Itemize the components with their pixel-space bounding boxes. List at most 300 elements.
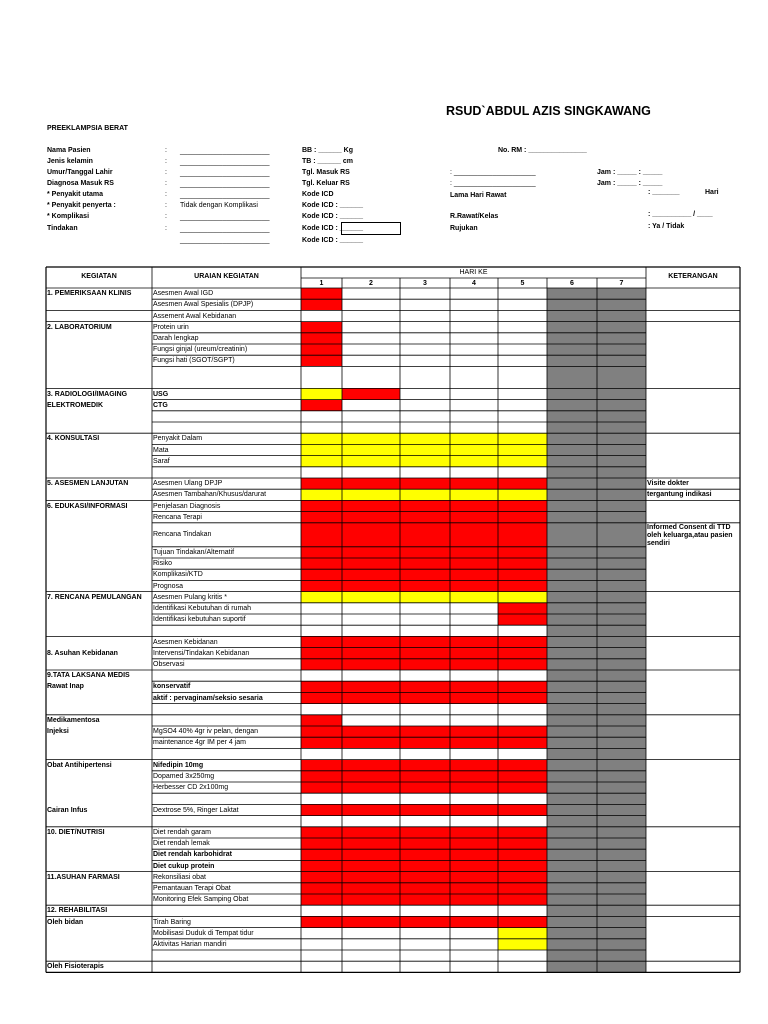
info-blank-line: _______________________: [180, 159, 270, 166]
day-cell-red: [498, 771, 547, 782]
day-cell-red: [498, 916, 547, 927]
day-cell-red: [301, 715, 342, 726]
day-cell-red: [342, 916, 400, 927]
info-colon: :: [165, 180, 167, 187]
day-6-7-gray-block: [547, 288, 646, 972]
day-cell-yellow: [301, 592, 342, 603]
day-cell-red: [450, 648, 498, 659]
day-cell-red: [400, 569, 450, 580]
day-cell-red: [400, 648, 450, 659]
day-cell-red: [450, 804, 498, 815]
mid-field: Tgl. Keluar RS: [302, 180, 350, 187]
day-cell-yellow: [301, 456, 342, 467]
day-cell-yellow: [400, 456, 450, 467]
uraian-label: Asesmen Kebidanan: [153, 638, 218, 646]
day-cell-red: [342, 636, 400, 647]
mid-field: Kode ICD: [302, 191, 334, 198]
kegiatan-label: 8. Asuhan Kebidanan: [47, 649, 118, 657]
kegiatan-label: Rawat Inap: [47, 683, 84, 691]
kegiatan-label: Injeksi: [47, 728, 69, 736]
day-cell-red: [498, 569, 547, 580]
day-cell-red: [342, 478, 400, 489]
day-cell-red: [301, 558, 342, 569]
day-cell-red: [301, 512, 342, 523]
info-label: Tindakan: [47, 225, 78, 232]
info-colon: :: [165, 191, 167, 198]
rawat-kelas-label: R.Rawat/Kelas: [450, 213, 499, 220]
lama-hari-rawat-label: Lama Hari Rawat: [450, 192, 507, 199]
info-blank-line: _______________________: [180, 237, 270, 244]
day-cell-red: [400, 636, 450, 647]
day-cell-red: [342, 681, 400, 692]
day-cell-red: [450, 771, 498, 782]
day-cell-red: [498, 782, 547, 793]
header-day-number: 2: [369, 280, 373, 287]
uraian-label: Tujuan Tindakan/Alternatif: [153, 548, 235, 556]
hari-label: Hari: [705, 189, 719, 196]
day-cell-red: [301, 737, 342, 748]
day-cell-yellow: [498, 444, 547, 455]
kegiatan-label: 11.ASUHAN FARMASI: [47, 873, 120, 881]
uraian-label: Penyakit Dalam: [153, 435, 203, 443]
uraian-label: Diet cukup protein: [153, 862, 215, 870]
info-blank-line: _______________________: [180, 170, 270, 177]
kegiatan-label: Oleh bidan: [47, 918, 84, 926]
info-label: * Penyakit penyerta :: [47, 202, 116, 209]
uraian-label: Asesmen Pulang kritis *: [153, 593, 227, 601]
info-label: Jenis kelamin: [47, 158, 93, 165]
day-cell-red: [400, 827, 450, 838]
uraian-label: Komplikasi/KTD: [153, 571, 203, 579]
day-cell-red: [301, 355, 342, 366]
day-cell-red: [301, 648, 342, 659]
day-cell-red: [301, 636, 342, 647]
kegiatan-label: 7. RENCANA PEMULANGAN: [47, 593, 142, 601]
header-day-number: 6: [570, 280, 574, 287]
day-cell-red: [498, 659, 547, 670]
day-cell-yellow: [498, 433, 547, 444]
uraian-label: Monitoring Efek Samping Obat: [153, 896, 249, 904]
uraian-label: Diet rendah karbohidrat: [153, 851, 232, 859]
header-uraian: URAIAN KEGIATAN: [194, 273, 259, 280]
day-cell-yellow: [450, 456, 498, 467]
day-cell-red: [342, 569, 400, 580]
day-cell-red: [400, 916, 450, 927]
day-cell-yellow: [400, 444, 450, 455]
day-cell-red: [301, 569, 342, 580]
day-cell-red: [342, 659, 400, 670]
info-blank-line: _______________________: [180, 192, 270, 199]
uraian-label: Rekonsiliasi obat: [153, 873, 206, 881]
uraian-label: Diet rendah garam: [153, 828, 211, 836]
uraian-label: Asesmen Awal IGD: [153, 290, 214, 298]
uraian-label: Nifedipin 10mg: [153, 761, 204, 769]
day-cell-red: [342, 804, 400, 815]
day-cell-red: [342, 782, 400, 793]
uraian-label: Identifikasi kebutuhan suportif: [153, 616, 246, 624]
day-cell-red: [400, 760, 450, 771]
day-cell-red: [301, 860, 342, 871]
uraian-label: Identifikasi Kebutuhan di rumah: [153, 604, 252, 612]
uraian-label: Saraf: [153, 457, 170, 465]
day-cell-red: [342, 388, 400, 399]
kegiatan-label: Medikamentosa: [47, 716, 100, 724]
day-cell-red: [498, 726, 547, 737]
day-cell-red: [450, 849, 498, 860]
day-cell-red: [498, 760, 547, 771]
info-colon: :: [165, 158, 167, 165]
day-cell-red: [498, 849, 547, 860]
day-cell-yellow: [450, 433, 498, 444]
day-cell-red: [450, 827, 498, 838]
day-cell-red: [342, 827, 400, 838]
kegiatan-label: 3. RADIOLOGI/IMAGING: [47, 390, 128, 398]
day-cell-red: [450, 636, 498, 647]
info-label: * Penyakit utama: [47, 191, 104, 198]
mid-field: Kode ICD : ______: [302, 202, 364, 209]
day-cell-red: [301, 333, 342, 344]
day-cell-red: [301, 782, 342, 793]
day-cell-yellow: [342, 489, 400, 500]
mid-field: Kode ICD : ______: [302, 213, 364, 220]
kegiatan-label: 9.TATA LAKSANA MEDIS: [47, 672, 130, 680]
day-cell-yellow: [301, 388, 342, 399]
day-cell-red: [301, 478, 342, 489]
mid-field: Kode ICD : ______: [302, 237, 364, 244]
day-cell-red: [450, 916, 498, 927]
day-cell-red: [301, 760, 342, 771]
day-cell-red: [301, 692, 342, 703]
day-cell-red: [342, 580, 400, 591]
info-label: Diagnosa Masuk RS: [47, 180, 114, 187]
day-cell-red: [301, 322, 342, 333]
mid-field: Kode ICD : ______: [302, 225, 364, 232]
day-cell-yellow: [301, 489, 342, 500]
day-cell-red: [301, 827, 342, 838]
day-cell-red: [498, 827, 547, 838]
day-cell-red: [450, 580, 498, 591]
uraian-label: Diet rendah lemak: [153, 840, 210, 848]
day-cell-red: [498, 872, 547, 883]
mid-field: TB : ______ cm: [302, 158, 353, 165]
uraian-label: MgSO4 40% 4gr iv pelan, dengan: [153, 728, 259, 736]
jam-masuk: Jam : _____ : _____: [597, 169, 663, 176]
uraian-label: Fungsi hati (SGOT/SGPT): [153, 357, 235, 365]
day-cell-red: [301, 894, 342, 905]
day-cell-red: [301, 659, 342, 670]
day-cell-red: [301, 580, 342, 591]
info-colon: :: [165, 147, 167, 154]
day-cell-yellow: [450, 592, 498, 603]
uraian-label: Mata: [153, 446, 169, 454]
day-cell-red: [450, 860, 498, 871]
day-cell-red: [342, 838, 400, 849]
keterangan-note: Visite dokter: [647, 480, 689, 488]
kegiatan-label: Oleh Fisioterapis: [47, 963, 104, 971]
day-cell-red: [301, 547, 342, 558]
info-colon: :: [165, 225, 167, 232]
info-blank-line: _______________________: [180, 181, 270, 188]
day-cell-yellow: [400, 592, 450, 603]
rawat-kelas-value: : __________ / ____: [648, 211, 713, 218]
info-blank-line: _______________________: [180, 214, 270, 221]
day-cell-red: [498, 737, 547, 748]
day-cell-yellow: [342, 444, 400, 455]
day-cell-red: [498, 523, 547, 547]
header-day-number: 1: [319, 280, 324, 287]
day-cell-yellow: [498, 489, 547, 500]
day-cell-red: [498, 512, 547, 523]
day-cell-red: [301, 523, 342, 547]
day-cell-red: [450, 478, 498, 489]
header-day-number: 7: [619, 280, 624, 287]
header-hari-ke: HARI KE: [459, 269, 488, 276]
day-cell-red: [400, 512, 450, 523]
kegiatan-label: 1. PEMERIKSAAN KLINIS: [47, 290, 132, 298]
day-cell-red: [400, 872, 450, 883]
header-day-number: 5: [520, 280, 525, 287]
day-cell-red: [342, 726, 400, 737]
day-cell-red: [400, 681, 450, 692]
day-cell-red: [342, 512, 400, 523]
day-cell-red: [450, 500, 498, 511]
day-cell-red: [498, 860, 547, 871]
day-cell-red: [450, 726, 498, 737]
day-cell-red: [450, 838, 498, 849]
day-cell-yellow: [450, 489, 498, 500]
day-cell-red: [498, 692, 547, 703]
day-cell-red: [498, 478, 547, 489]
day-cell-red: [498, 838, 547, 849]
uraian-label: maintenance 4gr IM per 4 jam: [153, 739, 246, 747]
tgl-masuk-value: : _____________________: [450, 169, 536, 176]
day-cell-red: [400, 782, 450, 793]
day-cell-red: [342, 894, 400, 905]
tgl-keluar-value: : _____________________: [450, 180, 536, 187]
no-rm: No. RM : _______________: [498, 147, 587, 154]
day-cell-red: [342, 737, 400, 748]
uraian-label: konservatif: [153, 683, 191, 691]
day-cell-red: [301, 400, 342, 411]
day-cell-red: [400, 804, 450, 815]
day-cell-yellow: [498, 592, 547, 603]
day-cell-red: [498, 681, 547, 692]
day-cell-red: [342, 692, 400, 703]
day-cell-red: [450, 681, 498, 692]
uraian-label: Asesmen Tambahan/Khusus/darurat: [153, 491, 267, 499]
day-cell-red: [400, 771, 450, 782]
day-cell-yellow: [342, 433, 400, 444]
day-cell-red: [400, 523, 450, 547]
info-blank-line: _______________________: [180, 226, 270, 233]
day-cell-red: [301, 681, 342, 692]
keterangan-note: Informed Consent di TTD oleh keluarga,atau pasien sendiri: [647, 523, 733, 547]
uraian-label: Rencana Tindakan: [153, 531, 212, 539]
info-colon: :: [165, 213, 167, 220]
rujukan-value: : Ya / Tidak: [648, 223, 685, 230]
day-cell-red: [342, 883, 400, 894]
day-cell-red: [450, 547, 498, 558]
day-cell-red: [342, 523, 400, 547]
day-cell-red: [450, 692, 498, 703]
uraian-label: Mobilisasi Duduk di Tempat tidur: [153, 929, 254, 937]
day-cell-red: [342, 648, 400, 659]
uraian-label: Prognosa: [153, 582, 183, 590]
uraian-label: Intervensi/Tindakan Kebidanan: [153, 649, 250, 657]
day-cell-red: [400, 478, 450, 489]
day-cell-red: [450, 782, 498, 793]
uraian-label: Herbesser CD 2x100mg: [153, 784, 229, 792]
info-blank-line: _______________________: [180, 148, 270, 155]
day-cell-red: [342, 771, 400, 782]
day-cell-red: [450, 512, 498, 523]
header-keterangan: KETERANGAN: [668, 273, 718, 280]
day-cell-red: [400, 860, 450, 871]
uraian-label: Fungsi ginjal (ureum/creatinin): [153, 346, 248, 354]
kegiatan-label: 12. REHABILITASI: [47, 907, 108, 915]
kegiatan-label: 2. LABORATORIUM: [47, 323, 112, 331]
header-day-number: 3: [423, 280, 427, 287]
day-cell-red: [498, 603, 547, 614]
day-cell-yellow: [342, 456, 400, 467]
day-cell-red: [450, 523, 498, 547]
uraian-label: Tirah Baring: [153, 918, 191, 926]
rujukan-label: Rujukan: [450, 225, 478, 232]
lama-hari-rawat-value: : _______: [648, 189, 680, 196]
form-title: PREEKLAMPSIA BERAT: [47, 125, 128, 132]
day-cell-red: [400, 726, 450, 737]
info-colon: :: [165, 169, 167, 176]
day-cell-red: [400, 894, 450, 905]
day-cell-yellow: [400, 489, 450, 500]
info-label: * Komplikasi: [47, 213, 90, 220]
day-cell-red: [342, 860, 400, 871]
uraian-label: USG: [153, 390, 169, 398]
uraian-label: Observasi: [153, 660, 185, 668]
day-cell-red: [498, 500, 547, 511]
penyerta-value: Tidak dengan Komplikasi: [180, 202, 258, 209]
uraian-label: CTG: [153, 401, 168, 409]
day-cell-red: [450, 883, 498, 894]
day-cell-red: [450, 558, 498, 569]
kegiatan-label: 4. KONSULTASI: [47, 435, 100, 443]
kegiatan-label: Cairan Infus: [47, 806, 88, 814]
day-cell-red: [301, 726, 342, 737]
day-cell-red: [400, 547, 450, 558]
uraian-label: Protein urin: [153, 323, 189, 331]
mid-field: Tgl. Masuk RS: [302, 169, 350, 176]
day-cell-red: [400, 500, 450, 511]
info-label: Umur/Tanggal Lahir: [47, 169, 113, 176]
day-cell-red: [498, 580, 547, 591]
kegiatan-label: ELEKTROMEDIK: [47, 401, 103, 409]
day-cell-red: [450, 569, 498, 580]
hospital-title: RSUD`ABDUL AZIS SINGKAWANG: [446, 104, 651, 118]
mid-field: BB : ______ Kg: [302, 147, 353, 154]
day-cell-red: [301, 288, 342, 299]
day-cell-red: [498, 894, 547, 905]
uraian-label: Pemantauan Terapi Obat: [153, 884, 231, 892]
day-cell-red: [400, 737, 450, 748]
day-cell-red: [301, 299, 342, 310]
day-cell-red: [301, 771, 342, 782]
day-cell-yellow: [400, 433, 450, 444]
day-cell-red: [400, 659, 450, 670]
day-cell-red: [342, 849, 400, 860]
header-day-number: 4: [472, 280, 476, 287]
uraian-label: Penjelasan Diagnosis: [153, 502, 221, 510]
kegiatan-label: 10. DIET/NUTRISI: [47, 828, 105, 836]
kegiatan-label: 5. ASESMEN LANJUTAN: [47, 480, 129, 488]
day-cell-red: [498, 547, 547, 558]
uraian-label: Dopamed 3x250mg: [153, 772, 215, 780]
day-cell-yellow: [450, 444, 498, 455]
day-cell-red: [301, 849, 342, 860]
uraian-label: aktif : pervaginam/seksio sesaria: [153, 694, 263, 702]
day-cell-red: [342, 500, 400, 511]
day-cell-yellow: [342, 592, 400, 603]
day-cell-red: [342, 547, 400, 558]
day-cell-red: [342, 872, 400, 883]
day-cell-red: [400, 558, 450, 569]
uraian-label: Rencana Terapi: [153, 513, 202, 521]
day-cell-yellow: [301, 433, 342, 444]
uraian-label: Darah lengkap: [153, 334, 199, 342]
uraian-label: Dextrose 5%, Ringer Laktat: [153, 806, 239, 814]
day-cell-red: [498, 558, 547, 569]
uraian-label: Assement Awal Kebidanan: [153, 312, 237, 320]
jam-keluar: Jam : _____ : _____: [597, 180, 663, 187]
day-cell-red: [450, 894, 498, 905]
day-cell-red: [400, 849, 450, 860]
info-label: Nama Pasien: [47, 147, 91, 154]
day-cell-red: [498, 804, 547, 815]
info-colon: :: [165, 202, 167, 209]
day-cell-red: [400, 838, 450, 849]
day-cell-yellow: [498, 939, 547, 950]
day-cell-red: [342, 760, 400, 771]
day-cell-red: [498, 636, 547, 647]
day-cell-red: [301, 838, 342, 849]
day-cell-yellow: [498, 928, 547, 939]
uraian-label: Asesmen Ulang DPJP: [153, 480, 223, 488]
day-cell-yellow: [301, 444, 342, 455]
uraian-label: Asesmen Awal Spesialis (DPJP): [153, 301, 254, 309]
day-cell-red: [450, 659, 498, 670]
day-cell-red: [301, 872, 342, 883]
day-cell-red: [450, 872, 498, 883]
day-cell-red: [450, 737, 498, 748]
header-kegiatan: KEGIATAN: [81, 273, 117, 280]
uraian-label: Risiko: [153, 560, 173, 568]
day-cell-red: [450, 760, 498, 771]
kegiatan-label: 6. EDUKASI/INFORMASI: [47, 502, 128, 510]
day-cell-red: [498, 883, 547, 894]
day-cell-red: [342, 558, 400, 569]
day-cell-red: [400, 692, 450, 703]
day-cell-red: [301, 883, 342, 894]
day-cell-red: [400, 883, 450, 894]
day-cell-red: [498, 648, 547, 659]
day-cell-red: [301, 344, 342, 355]
day-cell-yellow: [498, 456, 547, 467]
day-cell-red: [301, 500, 342, 511]
day-cell-red: [301, 804, 342, 815]
kegiatan-label: Obat Antihipertensi: [47, 761, 112, 769]
uraian-label: Aktivitas Harian mandiri: [153, 940, 227, 948]
keterangan-note: tergantung indikasi: [647, 491, 712, 499]
day-cell-red: [400, 580, 450, 591]
